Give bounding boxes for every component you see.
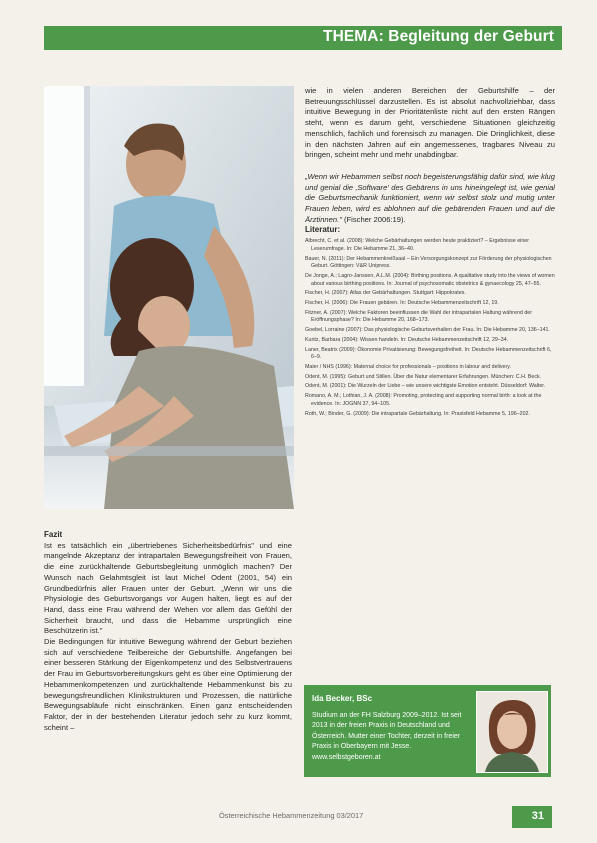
literature-item: Fitzner, A. (2007): Welche Faktoren beeinflussen die Wahl der intrapartalen Haltung während der Eröffnungsphase? In: Die Hebamme 20, 168–173. [305,309,533,324]
birth-support-photo [44,86,294,509]
literature-item: Fischer, H. (2006): Die Frauen gebären. In: Deutsche Hebammenzeitschrift 12, 19. [305,300,499,307]
literature-item: Odent, M. (2001): Die Wurzeln der Liebe – wie unsere wichtigste Emotion entsteht. Düsseldorf: Walter. [305,383,546,390]
header-bar [44,26,562,50]
fazit-paragraph-1: Ist es tatsächlich ein „übertriebenes Sicherheitsbedürfnis" und eine mangelnde Akzeptanz der intrapartalen Bewegungsfreiheit von Frauen, die eine zurückhaltende Geburtsbegleitung unmöglich machen? Der Wunsch nach Gelahmtsgleit ist laut Michel Odent (2001, 54) ein Grundbedürfnis aller Frauen unter der Geburt. „Wenn wir uns die Physiologie des Geburtsvorgangs vor Augen halten, liegt es auf der Hand, dass eine Frau während der Wehen vor allem das Gefühl der Sicherheit braucht, und dass die Hebamme ursprünglich eine Beschützerin ist." [44,540,292,636]
quote-text: „Wenn wir Hebammen selbst noch begeisterungsfähig dafür sind, wie klug und genial die ‚Software' des Gebärens in uns hineingelegt ist, wie genial die Geburtsmechanik funktioniert, wenn wir selbst stolz und mutig unter Frauen leben, wird es ablohnen auf die gebärenden Frauen und auf die Ärztinnen." [305,171,555,224]
author-portrait [476,691,548,773]
literature-item: Maier / NHS (1996): Maternal choice for professionals – positions in labour and delivery. [305,363,511,370]
page-number: 31 [531,810,544,822]
fazit-paragraph-2: Die Bedingungen für intuitive Bewegung während der Geburt beziehen sich auf verschiedene Teilbereiche der Geburtshilfe. Angefangen bei einer besseren Stärkung der Eigenkompetenz und des Selbstvertrauens der Frau im Geburtsvorbereitungskurs geht es über eine Optimierung der Hebammenkompetenzen und zurückhaltende Hebammenkunst bis zu bewegungsfreundlichen Klinikstrukturen und Prozessen, die natürliche Bewegungsabläufe nicht einschränken. Einen ganz entscheidenden Faktor, der in der bestehenden Literatur jedoch sehr zu kurz kommt, scheint – [44,637,292,732]
literature-heading: Literatur: [305,225,341,235]
literature-item: Kuntz, Barbara (2004): Wissen handeln. In: Deutsche Hebammenzeitschrift 12, 29–34. [305,336,509,343]
literature-item: Laner, Beatrix (2009): Ökonomie Privatisierung: Bewegungsfreiheit. In: Deutsche Hebammenzeitschrift 6, 6–9. [305,346,552,361]
block-quote [305,172,555,226]
literature-item: Goebel, Lorraine (2007): Das physiologische Geburtsverhalten der Frau. In: Die Hebamme 20, 136–141. [305,327,550,334]
fazit-heading: Fazit [44,530,63,539]
literature-item: Fischer, H. (2007): Atlas der Gebärhaltungen. Stuttgart: Hippokrates. [305,290,466,297]
page-footer [44,806,552,828]
literature-item: De Jonge, A.; Lagro-Janssen, A.L.M. (2004): Birthing positions. A qualitative study into the views of women about various birthing positions. In: Journal of psychosomatic obstetrics & gynaecology 25, 47–55. [305,272,555,287]
page-title: THEMA: Begleitung der Geburt [323,28,554,45]
author-bio-text [312,711,472,763]
author-bio-box [304,685,551,777]
right-column [305,86,555,420]
literature-item: Romano, A. M.; Lothian, J. A. (2008): Promoting, protecting and supporting normal birth: a look at the evidence. In: JOGNN 37, 94–105. [305,393,542,407]
literature-item: Albrecht, C. et al. (2008): Welche Gebärhaltungen werden heute praktiziert? – Ergebnisse einer Leserumfrage. In: Die Hebamme 21, 36–40. [305,238,529,252]
literature-item: Bauer, N. (2011): Der Hebammenkreißsaal – Ein Versorgungskonzept zur Förderung der physiologischen Geburt. Göttingen: V&R Unipress. [305,255,552,270]
literature-item: Roth, W.; Binder, G. (2009): Die intrapartale Gebärhaltung. In: Praxisfeld Hebamme 5, 196–202. [305,410,530,417]
left-column [44,530,292,733]
quote-source: (Fischer 2006:19). [344,214,406,224]
page-number-box [512,806,552,828]
publication-name: Österreichische Hebammenzeitung 03/2017 [219,811,364,820]
literature-list [305,238,555,418]
author-name: Ida Becker, BSc [312,694,373,703]
literature-item: Odent, M. (1995): Geburt und Stillen. Über die Natur elementarer Erfahrungen. München: C.H. Beck. [305,373,542,380]
author-website-link[interactable]: www.selbstgeboren.at [312,753,381,761]
continued-paragraph: wie in vielen anderen Bereichen der Geburtshilfe – der Betreuungsschlüssel darzustellen. Es ist absolut nachvollziehbar, dass intuitive Bewegung in der Prioritätenliste nicht auf den ersten Rängen steht, wenn es darum geht, verschiedene Situationen gleichzeitig menschlich, fachlich und forensisch zu managen. Die Dringlichkeit, diese in den nächsten Jahren auf ein angemessenes, tragbares Niveau zu bringen, scheint mehr und mehr unabdingbar. [305,86,555,160]
author-bio: Studium an der FH Salzburg 2009–2012. Ist seit 2013 in der freien Praxis in Deutschland und Österreich. Mutter einer Tochter, derzeit in freier Praxis in Oberbayern mit Jesse. [312,712,462,751]
